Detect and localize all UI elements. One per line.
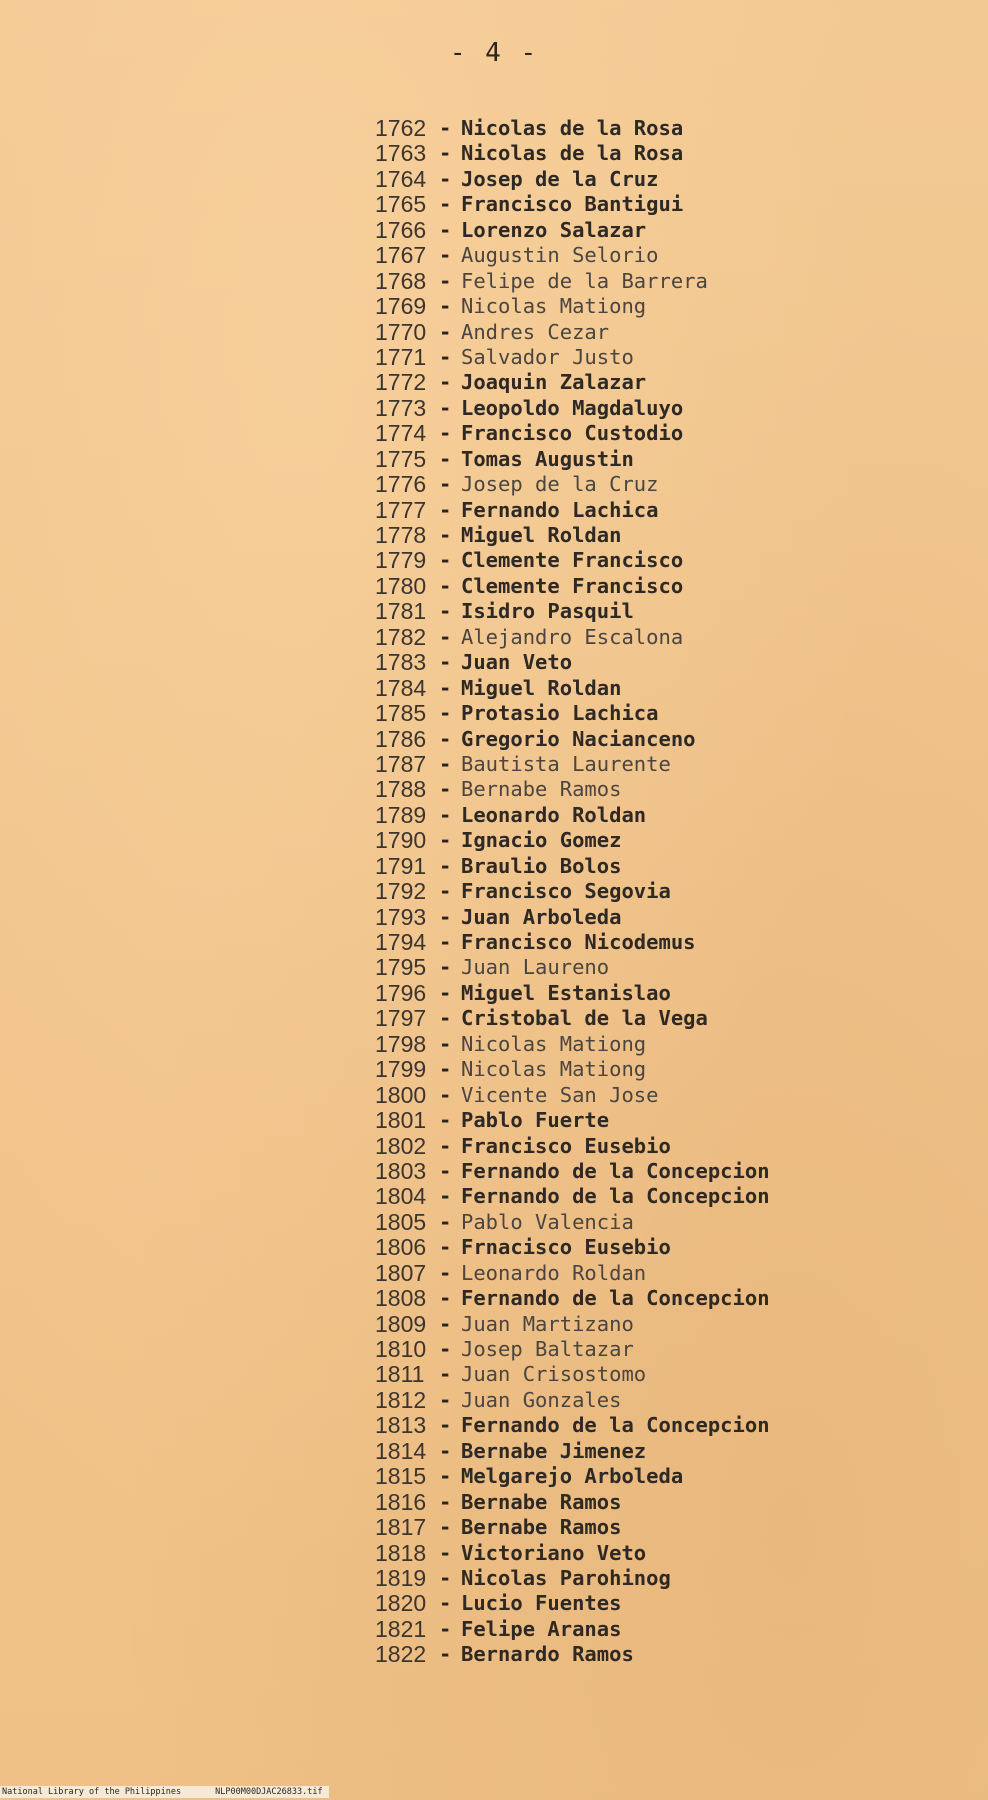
list-item <box>375 625 770 650</box>
entry-year: 1786 <box>375 725 427 752</box>
list-item <box>375 1312 770 1337</box>
list-item <box>375 396 770 421</box>
entry-name: Miguel Roldan <box>461 675 622 700</box>
entry-year: 1802 <box>375 1132 427 1159</box>
list-item <box>375 803 770 828</box>
entry-dash: - <box>439 1209 452 1234</box>
entry-dash: - <box>439 1616 452 1641</box>
entry-name: Francisco Custodio <box>461 421 684 446</box>
entry-year: 1779 <box>375 547 427 574</box>
entry-name: Francisco Bantigui <box>461 192 684 217</box>
entry-name: Bernabe Jimenez <box>461 1438 647 1463</box>
entry-dash: - <box>439 268 452 293</box>
entry-dash: - <box>439 1235 452 1260</box>
entry-name: Fernando de la Concepcion <box>461 1184 770 1209</box>
list-item <box>375 320 770 345</box>
entry-dash: - <box>439 1565 452 1590</box>
entry-year: 1773 <box>375 394 427 421</box>
list-item <box>375 1464 770 1489</box>
entry-dash: - <box>439 1515 452 1540</box>
entry-name: Josep de la Cruz <box>461 472 659 497</box>
entry-name: Nicolas Mationg <box>461 1057 647 1082</box>
list-item <box>375 269 770 294</box>
entry-year: 1783 <box>375 649 427 676</box>
entry-name: Francisco Segovia <box>461 879 671 904</box>
entry-name: Lorenzo Salazar <box>461 217 647 242</box>
list-item <box>375 1566 770 1591</box>
list-item <box>375 294 770 319</box>
scan-footer <box>0 1786 329 1798</box>
entry-year: 1767 <box>375 242 427 269</box>
entry-dash: - <box>439 1286 452 1311</box>
entry-name: Fernando Lachica <box>461 497 659 522</box>
entry-year: 1794 <box>375 929 427 955</box>
entry-dash: - <box>439 1489 452 1514</box>
entry-name: Josep de la Cruz <box>461 166 659 191</box>
list-item <box>375 167 770 192</box>
list-item <box>375 243 770 268</box>
entry-dash: - <box>439 1337 452 1361</box>
entry-dash: - <box>439 1413 452 1438</box>
entry-dash: - <box>439 548 452 573</box>
entry-name: Cristobal de la Vega <box>461 1006 708 1031</box>
entry-year: 1795 <box>375 954 427 981</box>
entry-name: Nicolas Parohinog <box>461 1565 671 1590</box>
entry-dash: - <box>439 294 452 319</box>
entry-year: 1810 <box>375 1336 427 1362</box>
entry-name: Salvador Justo <box>461 344 634 369</box>
entry-name: Juan Gonzales <box>461 1387 622 1412</box>
entry-name: Ignacio Gomez <box>461 828 622 853</box>
entry-year: 1817 <box>375 1514 427 1541</box>
list-item <box>375 955 770 980</box>
entry-year: 1812 <box>375 1386 427 1413</box>
list-item <box>375 650 770 675</box>
entry-year: 1781 <box>375 598 427 625</box>
page-number: - 4 - <box>449 38 539 68</box>
entry-name: Bernabe Ramos <box>461 1515 622 1540</box>
list-item <box>375 1490 770 1515</box>
entry-name: Juan Veto <box>461 650 573 675</box>
entry-name: Fernando de la Concepcion <box>461 1158 770 1183</box>
entry-dash: - <box>439 1108 452 1133</box>
list-item <box>375 421 770 446</box>
entry-name: Vicente San Jose <box>461 1082 659 1107</box>
entry-dash: - <box>439 930 452 954</box>
entry-dash: - <box>439 650 452 675</box>
entry-name: Juan Arboleda <box>461 904 622 929</box>
list-item <box>375 1439 770 1464</box>
entry-name: Felipe de la Barrera <box>461 268 708 293</box>
entry-year: 1780 <box>375 572 427 599</box>
list-item <box>375 828 770 853</box>
entry-dash: - <box>439 116 452 140</box>
entry-name: Victoriano Veto <box>461 1540 647 1565</box>
entry-dash: - <box>439 1158 452 1183</box>
entry-name: Francisco Eusebio <box>461 1133 671 1158</box>
entry-name: Fernando de la Concepcion <box>461 1286 770 1311</box>
file-name-label: NLP00M00DJAC26833.tif <box>215 1787 323 1797</box>
entry-dash: - <box>439 1387 452 1412</box>
list-item <box>375 1210 770 1235</box>
entry-year: 1766 <box>375 216 427 243</box>
list-item <box>375 141 770 166</box>
entry-name: Nicolas Mationg <box>461 294 647 319</box>
entry-name: Isidro Pasquil <box>461 599 634 624</box>
entry-dash: - <box>439 141 452 166</box>
entry-name: Bernardo Ramos <box>461 1642 634 1667</box>
list-item <box>375 447 770 472</box>
entry-year: 1819 <box>375 1564 427 1591</box>
entry-year: 1815 <box>375 1463 427 1490</box>
entry-name: Braulio Bolos <box>461 853 622 878</box>
entry-name: Clemente Francisco <box>461 548 684 573</box>
entry-year: 1772 <box>375 369 427 396</box>
entry-dash: - <box>439 1006 452 1031</box>
list-item <box>375 777 770 802</box>
list-item <box>375 1541 770 1566</box>
list-item <box>375 981 770 1006</box>
list-item <box>375 1184 770 1209</box>
entry-dash: - <box>439 980 452 1005</box>
entry-dash: - <box>439 1184 452 1209</box>
library-label: National Library of the Philippines <box>2 1787 182 1797</box>
entry-year: 1818 <box>375 1539 427 1566</box>
entry-name: Bernabe Ramos <box>461 777 622 802</box>
list-item <box>375 116 770 141</box>
entry-dash: - <box>439 701 452 726</box>
entry-name: Miguel Roldan <box>461 523 622 547</box>
list-item <box>375 498 770 523</box>
entry-name: Nicolas de la Rosa <box>461 116 684 140</box>
entry-dash: - <box>439 828 452 853</box>
entry-name: Nicolas de la Rosa <box>461 141 684 166</box>
list-item <box>375 1388 770 1413</box>
entry-year: 1769 <box>375 293 427 320</box>
list-item <box>375 1617 770 1642</box>
entry-name: Josep Baltazar <box>461 1337 634 1361</box>
entry-name: Lucio Fuentes <box>461 1591 622 1616</box>
entry-year: 1764 <box>375 165 427 192</box>
list-item <box>375 1235 770 1260</box>
entry-dash: - <box>439 1642 452 1667</box>
list-item <box>375 1032 770 1057</box>
entry-year: 1799 <box>375 1056 427 1083</box>
entry-name: Gregorio Nacianceno <box>461 726 696 751</box>
entry-dash: - <box>439 624 452 649</box>
entry-name: Augustin Selorio <box>461 243 659 268</box>
entry-name: Leonardo Roldan <box>461 1260 647 1285</box>
list-item <box>375 1134 770 1159</box>
entry-name: Pablo Fuerte <box>461 1108 610 1133</box>
entry-dash: - <box>439 243 452 268</box>
list-item <box>375 1159 770 1184</box>
entry-year: 1820 <box>375 1590 427 1617</box>
list-item <box>375 905 770 930</box>
entry-year: 1807 <box>375 1259 427 1286</box>
entry-name: Juan Laureno <box>461 955 610 980</box>
entry-dash: - <box>439 1540 452 1565</box>
entry-year: 1803 <box>375 1157 427 1184</box>
list-item <box>375 1413 770 1438</box>
entry-dash: - <box>439 599 452 624</box>
entry-year: 1778 <box>375 522 427 548</box>
entry-name: Alejandro Escalona <box>461 624 684 649</box>
entry-year: 1771 <box>375 343 427 370</box>
entry-dash: - <box>439 344 452 369</box>
entry-year: 1808 <box>375 1285 427 1312</box>
entry-year: 1806 <box>375 1234 427 1261</box>
entry-dash: - <box>439 1057 452 1082</box>
entry-dash: - <box>439 217 452 242</box>
entry-year: 1785 <box>375 700 427 727</box>
entry-dash: - <box>439 1082 452 1107</box>
entry-name: Clemente Francisco <box>461 573 684 598</box>
list-item <box>375 574 770 599</box>
entry-dash: - <box>439 1311 452 1336</box>
entry-dash: - <box>439 573 452 598</box>
entry-year: 1790 <box>375 827 427 854</box>
list-item <box>375 1261 770 1286</box>
list-item <box>375 1108 770 1133</box>
entry-dash: - <box>439 1362 452 1387</box>
entry-name: Leonardo Roldan <box>461 802 647 827</box>
list-item <box>375 345 770 370</box>
year-name-list <box>375 116 770 1668</box>
entry-name: Tomas Augustin <box>461 446 634 471</box>
list-item <box>375 472 770 497</box>
list-item <box>375 370 770 395</box>
entry-dash: - <box>439 446 452 471</box>
entry-year: 1791 <box>375 852 427 879</box>
entry-dash: - <box>439 497 452 522</box>
entry-year: 1784 <box>375 674 427 701</box>
entry-dash: - <box>439 395 452 420</box>
list-item <box>375 192 770 217</box>
entry-year: 1770 <box>375 318 427 345</box>
list-item <box>375 218 770 243</box>
entry-year: 1762 <box>375 115 427 141</box>
entry-year: 1798 <box>375 1030 427 1057</box>
entry-dash: - <box>439 675 452 700</box>
list-item <box>375 1591 770 1616</box>
entry-year: 1776 <box>375 471 427 498</box>
entry-year: 1775 <box>375 445 427 472</box>
entry-dash: - <box>439 1438 452 1463</box>
entry-year: 1814 <box>375 1437 427 1464</box>
entry-year: 1796 <box>375 979 427 1006</box>
list-item <box>375 548 770 573</box>
list-item <box>375 1362 770 1387</box>
list-item <box>375 930 770 955</box>
entry-dash: - <box>439 472 452 497</box>
entry-dash: - <box>439 853 452 878</box>
entry-year: 1797 <box>375 1005 427 1032</box>
entry-year: 1787 <box>375 750 427 777</box>
entry-dash: - <box>439 904 452 929</box>
list-item <box>375 1006 770 1031</box>
list-item <box>375 752 770 777</box>
entry-dash: - <box>439 726 452 751</box>
entry-year: 1822 <box>375 1641 427 1668</box>
entry-dash: - <box>439 1591 452 1616</box>
entry-name: Bautista Laurente <box>461 751 671 776</box>
entry-name: Joaquin Zalazar <box>461 370 647 395</box>
entry-name: Leopoldo Magdaluyo <box>461 395 684 420</box>
entry-year: 1789 <box>375 801 427 828</box>
entry-year: 1765 <box>375 191 427 218</box>
entry-dash: - <box>439 1260 452 1285</box>
list-item <box>375 1337 770 1362</box>
entry-name: Pablo Valencia <box>461 1209 634 1234</box>
entry-dash: - <box>439 421 452 446</box>
entry-year: 1821 <box>375 1615 427 1642</box>
entry-year: 1801 <box>375 1107 427 1134</box>
entry-year: 1774 <box>375 420 427 447</box>
entry-name: Protasio Lachica <box>461 701 659 726</box>
entry-year: 1809 <box>375 1310 427 1337</box>
list-item <box>375 1515 770 1540</box>
list-item <box>375 599 770 624</box>
entry-name: Andres Cezar <box>461 319 610 344</box>
list-item <box>375 879 770 904</box>
entry-year: 1793 <box>375 903 427 930</box>
list-item <box>375 1057 770 1082</box>
entry-year: 1800 <box>375 1081 427 1108</box>
entry-name: Melgarejo Arboleda <box>461 1464 684 1489</box>
list-item <box>375 676 770 701</box>
entry-dash: - <box>439 166 452 191</box>
entry-year: 1777 <box>375 496 427 523</box>
entry-dash: - <box>439 879 452 904</box>
list-item <box>375 1286 770 1311</box>
entry-dash: - <box>439 955 452 980</box>
entry-dash: - <box>439 192 452 217</box>
entry-name: Francisco Nicodemus <box>461 930 696 954</box>
entry-name: Felipe Aranas <box>461 1616 622 1641</box>
entry-name: Frnacisco Eusebio <box>461 1235 671 1260</box>
list-item <box>375 523 770 548</box>
list-item <box>375 854 770 879</box>
entry-year: 1768 <box>375 267 427 294</box>
entry-name: Bernabe Ramos <box>461 1489 622 1514</box>
entry-dash: - <box>439 1464 452 1489</box>
entry-name: Juan Crisostomo <box>461 1362 647 1387</box>
entry-year: 1805 <box>375 1208 427 1235</box>
entry-year: 1816 <box>375 1488 427 1515</box>
entry-dash: - <box>439 370 452 395</box>
entry-year: 1792 <box>375 878 427 905</box>
entry-year: 1788 <box>375 776 427 803</box>
entry-name: Miguel Estanislao <box>461 980 671 1005</box>
entry-dash: - <box>439 1031 452 1056</box>
entry-year: 1804 <box>375 1183 427 1210</box>
entry-dash: - <box>439 751 452 776</box>
list-item <box>375 1642 770 1667</box>
list-item <box>375 1083 770 1108</box>
entry-name: Fernando de la Concepcion <box>461 1413 770 1438</box>
entry-dash: - <box>439 777 452 802</box>
entry-dash: - <box>439 523 452 547</box>
entry-year: 1782 <box>375 623 427 650</box>
entry-dash: - <box>439 1133 452 1158</box>
entry-name: Nicolas Mationg <box>461 1031 647 1056</box>
entry-dash: - <box>439 802 452 827</box>
entry-year: 1811 <box>375 1361 425 1388</box>
entry-year: 1813 <box>375 1412 427 1439</box>
entry-dash: - <box>439 319 452 344</box>
list-item <box>375 701 770 726</box>
entry-year: 1763 <box>375 140 427 167</box>
list-item <box>375 727 770 752</box>
entry-name: Juan Martizano <box>461 1311 634 1336</box>
